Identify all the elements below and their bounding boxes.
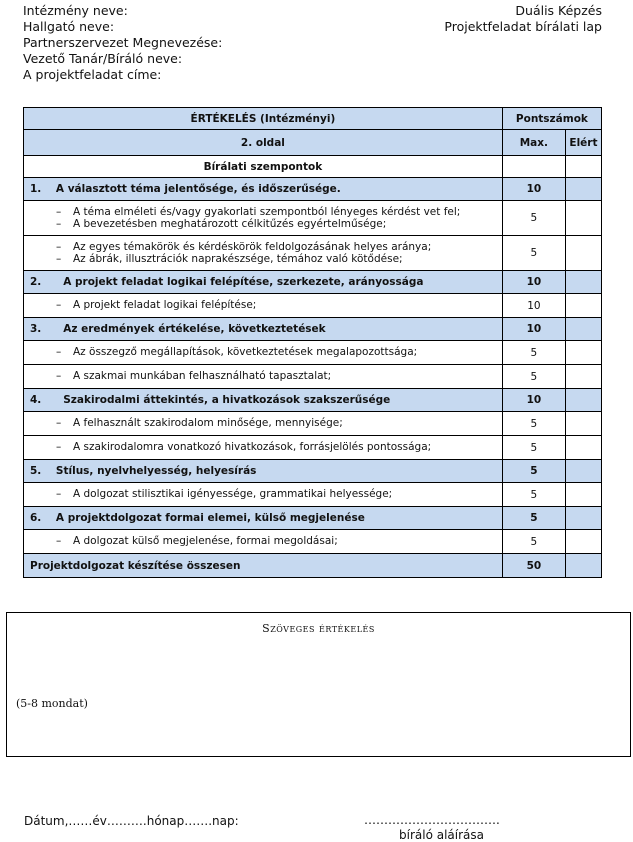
criterion-line-text: Az egyes témakörök és kérdéskörök feldolgozásának helyes aránya; [73, 240, 432, 253]
criterion-line-text: Az ábrák, illusztrációk naprakészsége, témához való kötődése; [73, 253, 403, 265]
section-max: 10 [502, 318, 565, 341]
institution-label: Intézmény neve: [23, 3, 128, 18]
criteria-header-row [24, 156, 602, 178]
criterion-text [24, 412, 503, 436]
criterion-line [56, 206, 498, 219]
dash-bullet: – [56, 535, 62, 548]
criterion-line-text: A felhasznált szakirodalom minősége, mennyisége; [73, 417, 343, 430]
criterion-line [56, 299, 498, 312]
table-header-row [24, 108, 602, 130]
criterion-line [56, 218, 498, 231]
project-title-label: A projektfeladat címe: [23, 67, 162, 82]
section-max: 10 [502, 178, 565, 201]
criterion-line-text: Az összegző megállapítások, következtetések megalapozottsága; [73, 346, 418, 359]
criterion-max: 5 [502, 341, 565, 365]
section-label: 4. Szakirodalmi áttekintés, a hivatkozások szakszerűsége [24, 389, 503, 412]
criterion-text [24, 294, 503, 318]
max-header: Max. [502, 130, 565, 156]
section-achieved-cell[interactable] [565, 271, 601, 294]
table-title: ÉRTÉKELÉS (Intézményi) [24, 108, 503, 130]
section-max: 5 [502, 507, 565, 530]
criterion-achieved-cell[interactable] [565, 365, 601, 389]
text-evaluation-box[interactable] [6, 612, 631, 757]
section-row [24, 271, 602, 294]
criterion-row [24, 436, 602, 460]
criterion-row [24, 341, 602, 365]
section-row [24, 318, 602, 341]
criterion-achieved-cell[interactable] [565, 436, 601, 460]
header-left [23, 3, 222, 83]
criterion-text [24, 483, 503, 507]
section-row [24, 389, 602, 412]
section-max: 5 [502, 460, 565, 483]
achieved-header: Elért [565, 130, 601, 156]
student-label: Hallgató neve: [23, 19, 115, 34]
section-row [24, 460, 602, 483]
text-evaluation-title: Szöveges értékelés [262, 622, 375, 635]
dash-bullet: – [56, 218, 62, 230]
dash-bullet: – [56, 253, 62, 265]
criterion-line-text: A téma elméleti és/vagy gyakorlati szempontból lényeges kérdést vet fel; [73, 205, 461, 218]
section-label: 2. A projekt feladat logikai felépítése, szerkezete, arányossága [24, 271, 503, 294]
section-max: 10 [502, 271, 565, 294]
date-line: Dátum,……év……….hónap…….nap: [24, 814, 239, 828]
criterion-line [56, 346, 498, 359]
criterion-text [24, 365, 503, 389]
text-evaluation-hint: (5-8 mondat) [16, 697, 88, 710]
criterion-max: 5 [502, 201, 565, 236]
dash-bullet: – [56, 299, 62, 312]
header-right [444, 3, 602, 35]
criterion-max: 5 [502, 483, 565, 507]
dash-bullet: – [56, 240, 62, 253]
page-subtitle: 2. oldal [24, 130, 503, 156]
total-row [24, 554, 602, 578]
criterion-max: 5 [502, 530, 565, 554]
dash-bullet: – [56, 370, 62, 383]
criterion-text [24, 341, 503, 365]
criterion-max: 5 [502, 236, 565, 271]
criterion-line [56, 441, 498, 454]
criterion-text [24, 201, 503, 236]
program-label: Duális Képzés [515, 3, 602, 18]
criterion-max: 5 [502, 412, 565, 436]
section-achieved-cell[interactable] [565, 178, 601, 201]
section-row [24, 507, 602, 530]
section-label: 6. A projektdolgozat formai elemei, külső megjelenése [24, 507, 503, 530]
section-achieved-cell[interactable] [565, 507, 601, 530]
criterion-achieved-cell[interactable] [565, 236, 601, 271]
criterion-line [56, 241, 498, 254]
criterion-row [24, 483, 602, 507]
section-max: 10 [502, 389, 565, 412]
signature-label: bíráló aláírása [399, 828, 484, 842]
criterion-row [24, 530, 602, 554]
criterion-achieved-cell[interactable] [565, 412, 601, 436]
total-max: 50 [502, 554, 565, 578]
section-achieved-cell[interactable] [565, 389, 601, 412]
criterion-line-text: A dolgozat külső megjelenése, formai megoldásai; [73, 535, 338, 548]
section-label: 5. Stílus, nyelvhelyesség, helyesírás [24, 460, 503, 483]
total-achieved-cell[interactable] [565, 554, 601, 578]
sheet-title: Projektfeladat bírálati lap [444, 19, 602, 34]
section-achieved-cell[interactable] [565, 460, 601, 483]
section-label: 1. A választott téma jelentősége, és időszerűsége. [24, 178, 503, 201]
points-header: Pontszámok [502, 108, 601, 130]
criterion-line [56, 253, 498, 266]
dash-bullet: – [56, 417, 62, 430]
criterion-line [56, 535, 498, 548]
criterion-achieved-cell[interactable] [565, 201, 601, 236]
criterion-line-text: A projekt feladat logikai felépítése; [73, 299, 257, 312]
section-row [24, 178, 602, 201]
criterion-achieved-cell[interactable] [565, 294, 601, 318]
dash-bullet: – [56, 488, 62, 501]
criterion-text [24, 530, 503, 554]
dash-bullet: – [56, 205, 62, 218]
reviewer-label: Vezető Tanár/Bíráló neve: [23, 51, 183, 66]
criterion-max: 5 [502, 365, 565, 389]
criteria-achieved-cell [565, 156, 601, 178]
criterion-max: 5 [502, 436, 565, 460]
criterion-text [24, 236, 503, 271]
criterion-line [56, 417, 498, 430]
criterion-achieved-cell[interactable] [565, 483, 601, 507]
criterion-line-text: A bevezetésben meghatározott célkitűzés egyértelműsége; [73, 218, 387, 230]
signature-line: ……………………………. [364, 813, 500, 827]
criterion-line-text: A dolgozat stilisztikai igényessége, grammatikai helyessége; [73, 488, 393, 501]
partner-label: Partnerszervezet Megnevezése: [23, 35, 223, 50]
criterion-row [24, 294, 602, 318]
criteria-header: Bírálati szempontok [24, 156, 503, 178]
criterion-line [56, 370, 498, 383]
criterion-line [56, 488, 498, 501]
criterion-line-text: A szakmai munkában felhasználható tapasztalat; [73, 370, 332, 383]
evaluation-table [23, 107, 602, 578]
criterion-row [24, 412, 602, 436]
section-achieved-cell[interactable] [565, 318, 601, 341]
total-label: Projektdolgozat készítése összesen [24, 554, 503, 578]
dash-bullet: – [56, 346, 62, 359]
criterion-row [24, 365, 602, 389]
table-subheader-row [24, 130, 602, 156]
criterion-text [24, 436, 503, 460]
criterion-max: 10 [502, 294, 565, 318]
criterion-row [24, 236, 602, 271]
criterion-line-text: A szakirodalomra vonatkozó hivatkozások, forrásjelölés pontossága; [73, 441, 432, 454]
criterion-achieved-cell[interactable] [565, 341, 601, 365]
criteria-max-cell [502, 156, 565, 178]
criterion-row [24, 201, 602, 236]
dash-bullet: – [56, 441, 62, 454]
criterion-achieved-cell[interactable] [565, 530, 601, 554]
section-label: 3. Az eredmények értékelése, következtetések [24, 318, 503, 341]
